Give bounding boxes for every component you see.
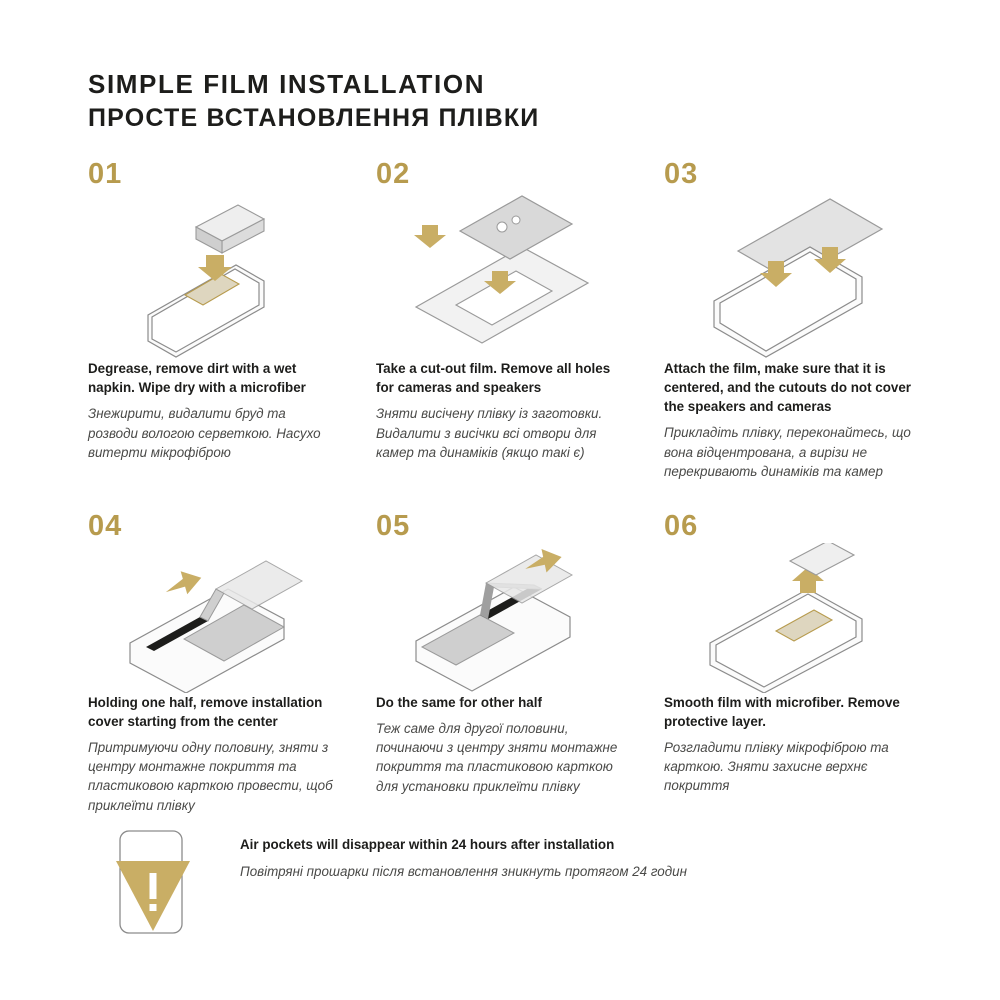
step-number: 03 [664,158,699,191]
step-text-uk: Теж саме для другої половини, починаючи з центру зняти монтажне покриття та пластиковою карткою для установки приклеїти плівку [376,720,618,794]
step-number: 05 [376,509,411,542]
grid-row-spacer [88,490,338,504]
step-02 [376,160,626,481]
step-03 [664,160,914,481]
step-number: 01 [88,158,123,191]
step-06-illustration [664,543,914,693]
footer-text-uk: Повітряні прошарки після встановлення зникнуть протягом 24 годин [240,864,687,880]
step-number: 04 [88,509,123,542]
step-05 [376,509,626,816]
steps-grid [88,160,912,815]
step-06 [664,509,914,816]
footer-text-en: Air pockets will disappear within 24 hours after installation [240,837,615,852]
step-04-illustration [88,543,338,693]
step-05-illustration [376,543,626,693]
step-text-uk: Прикладіть плівку, переконайтесь, що вона відцентрована, а вирізи не перекривають динаміків та камер [664,425,911,480]
step-number: 06 [664,509,699,542]
grid-row-spacer [376,490,626,504]
step-text-en: Degrease, remove dirt with a wet napkin. Wipe dry with a microfiber [88,361,306,396]
step-text-uk: Розгладити плівку мікрофіброю та карткою. Зняти захисне верхнє покриття [664,739,889,794]
step-text-uk: Зняти висічену плівку із заготовки. Видалити з висічки всі отвори для камер та динаміків (якщо такі є) [376,406,603,461]
step-text-en: Attach the film, make sure that it is centered, and the cutouts do not cover the speakers and cameras [664,361,912,415]
step-text-en: Take a cut-out film. Remove all holes for cameras and speakers [376,361,611,396]
step-number: 02 [376,158,411,191]
step-text-uk: Притримуючи одну половину, зняти з центру монтажне покриття та пластиковою карткою провести, щоб приклеїти плівку [88,739,333,813]
page-title-uk: ПРОСТЕ ВСТАНОВЛЕННЯ ПЛІВКИ [88,103,540,132]
warning-exclamation-icon [88,827,218,942]
page-title-en: SIMPLE FILM INSTALLATION [88,69,486,99]
step-02-illustration [376,191,626,359]
grid-row-spacer [664,490,914,504]
footer-note [88,827,912,942]
page-header [88,70,912,132]
step-04 [88,509,338,816]
step-text-en: Holding one half, remove installation cover starting from the center [88,694,323,729]
step-01 [88,160,338,481]
step-text-uk: Знежирити, видалити бруд та розводи вологою серветкою. Насухо витерти мікрофіброю [88,406,321,461]
step-03-illustration [664,191,914,359]
step-01-illustration [88,191,338,359]
step-text-en: Smooth film with microfiber. Remove protective layer. [664,694,900,729]
footer-text-block [240,827,687,881]
step-text-en: Do the same for other half [376,694,542,710]
